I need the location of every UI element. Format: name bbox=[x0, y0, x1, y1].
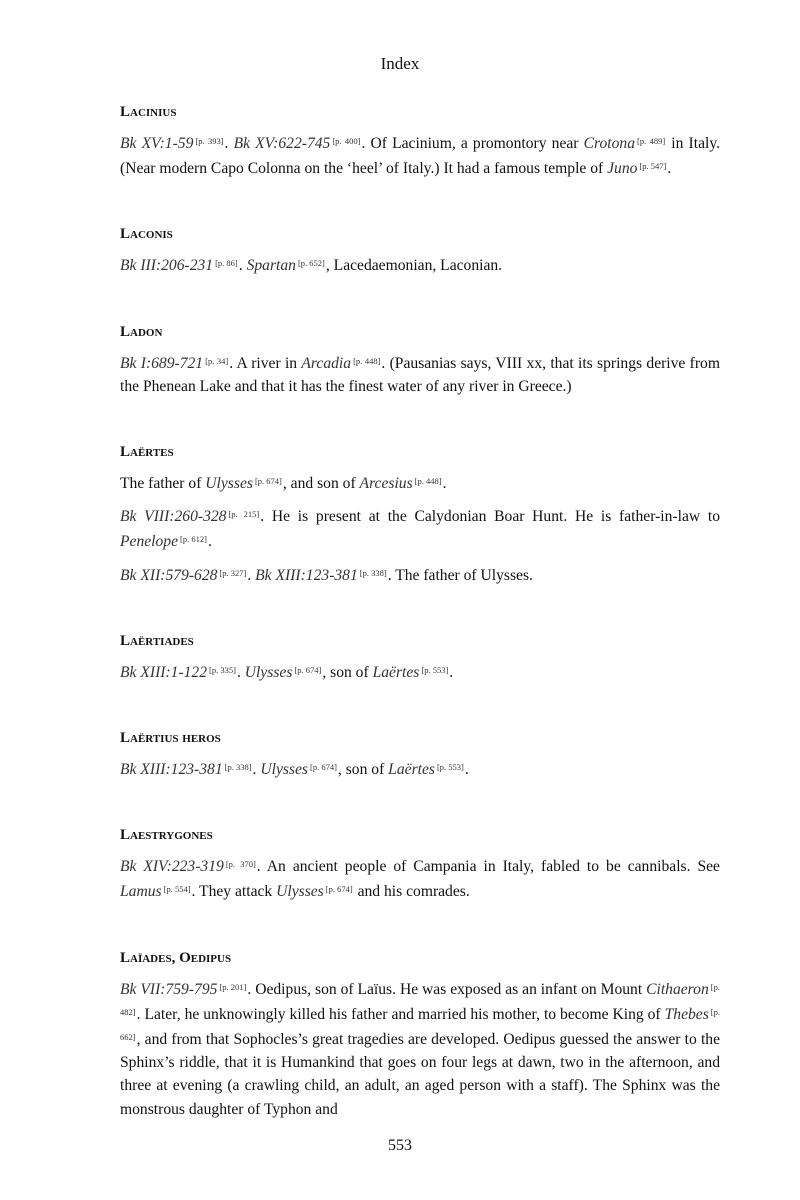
book-reference-link[interactable]: Laërtes bbox=[388, 761, 435, 779]
page-reference-link[interactable]: [p. 674] bbox=[294, 664, 322, 675]
page-reference-link[interactable]: [p. 370] bbox=[225, 859, 256, 870]
book-reference-link[interactable]: Ulysses bbox=[260, 761, 308, 779]
book-reference-link[interactable]: Thebes bbox=[664, 1005, 709, 1023]
page-reference-link[interactable]: [p. 327] bbox=[219, 567, 247, 578]
book-reference-link[interactable]: Bk XIII:123-381 bbox=[120, 761, 223, 779]
page-reference-link[interactable]: [p. 335] bbox=[209, 664, 236, 675]
book-reference-link[interactable]: Bk XV:622-745 bbox=[233, 135, 331, 152]
page-reference-link[interactable]: [p. 86] bbox=[215, 258, 238, 269]
body-text: , and son of bbox=[282, 475, 360, 493]
page-reference-link[interactable]: [p. 674] bbox=[325, 884, 353, 895]
body-text: . bbox=[252, 761, 261, 779]
page-reference-link[interactable]: [p. 482] bbox=[120, 981, 720, 1017]
entry-term: Laïades, Oedipus bbox=[120, 949, 232, 966]
page-reference-link[interactable]: [p. 662] bbox=[120, 1006, 720, 1043]
book-reference-link[interactable]: Lamus bbox=[120, 883, 162, 901]
entry-paragraph bbox=[120, 976, 720, 1121]
entry-paragraph bbox=[120, 252, 720, 277]
page-reference-link[interactable]: [p. 553] bbox=[421, 664, 449, 675]
page-reference-link[interactable]: [p. 215] bbox=[228, 509, 260, 520]
body-text: , and from that Sophocles’s great tragedies are developed. Oedipus guessed the answer to the Sphinx’s riddle, that it is Humankind that goes on four legs at dawn, two in the afternoon, and three at evening (a crawling child, an adult, an aged person with a staff). The Sphinx was the monstrous daughter of Typhon and bbox=[120, 1031, 720, 1118]
entry-term: Ladon bbox=[120, 323, 163, 340]
running-head: Index bbox=[380, 54, 420, 73]
page-reference-link[interactable]: [p. 652] bbox=[297, 258, 325, 269]
body-text: . Later, he unknowingly killed his father and married his mother, to become King of bbox=[136, 1005, 665, 1023]
body-text: . Of Lacinium, a promontory near bbox=[361, 135, 584, 152]
body-text: . bbox=[464, 761, 469, 779]
entry-term: Laërtius heros bbox=[120, 730, 221, 747]
page-reference-link[interactable]: [p. 612] bbox=[180, 534, 207, 545]
page-reference-link[interactable]: [p. 674] bbox=[254, 476, 282, 487]
body-text: . bbox=[224, 135, 234, 152]
body-text: . bbox=[247, 566, 256, 584]
book-reference-link[interactable]: Bk VII:759-795 bbox=[120, 980, 218, 998]
book-reference-link[interactable]: Bk III:206-231 bbox=[120, 257, 214, 275]
book-reference-link[interactable]: Ulysses bbox=[276, 883, 324, 901]
entry-paragraph bbox=[120, 470, 720, 495]
body-text: . bbox=[236, 663, 245, 681]
body-text: , son of bbox=[322, 663, 373, 681]
page-reference-link[interactable]: [p. 554] bbox=[163, 884, 191, 895]
book-reference-link[interactable]: Bk XIII:123-381 bbox=[255, 566, 358, 584]
page-reference-link[interactable]: [p. 674] bbox=[310, 762, 337, 773]
book-reference-link[interactable]: Ulysses bbox=[205, 475, 253, 493]
index-entry bbox=[120, 948, 720, 1121]
page-reference-link[interactable]: [p. 34] bbox=[205, 355, 229, 366]
page-reference-link[interactable]: [p. 489] bbox=[637, 136, 666, 146]
index-entry bbox=[120, 442, 720, 587]
entry-paragraph bbox=[120, 562, 720, 587]
body-text: . bbox=[442, 475, 447, 493]
page-reference-link[interactable]: [p. 448] bbox=[353, 355, 381, 366]
book-reference-link[interactable]: Juno bbox=[607, 160, 638, 178]
index-entry bbox=[120, 825, 720, 903]
body-text: . The father of Ulysses. bbox=[387, 566, 533, 584]
body-text: in Italy. (Near modern Capo Colonna on the ‘heel’ of Italy.) It had a famous temple of bbox=[120, 135, 721, 178]
index-entry bbox=[120, 224, 720, 277]
page-number: 553 bbox=[388, 1137, 412, 1154]
body-text: and his comrades. bbox=[353, 883, 470, 901]
page-reference-link[interactable]: [p. 338] bbox=[224, 762, 252, 773]
body-text: . bbox=[449, 663, 454, 681]
book-reference-link[interactable]: Bk VIII:260-328 bbox=[120, 508, 227, 526]
entry-term: Laërtes bbox=[120, 444, 174, 461]
book-reference-link[interactable]: Crotona bbox=[583, 135, 636, 152]
book-reference-link[interactable]: Bk XV:1-59 bbox=[120, 135, 194, 152]
index-entries bbox=[120, 102, 720, 1121]
body-text: . He is present at the Calydonian Boar Hunt. He is father-in-law to bbox=[260, 508, 720, 526]
page-reference-link[interactable]: [p. 338] bbox=[359, 567, 387, 578]
entry-term: Laërtiades bbox=[120, 632, 194, 649]
index-entry bbox=[120, 102, 720, 180]
entry-term: Lacinius bbox=[120, 104, 177, 120]
entry-paragraph bbox=[120, 756, 720, 781]
index-entry bbox=[120, 631, 720, 684]
body-text: . A river in bbox=[229, 354, 302, 372]
body-text: , Lacedaemonian, Laconian. bbox=[325, 257, 503, 275]
entry-paragraph bbox=[120, 350, 720, 398]
book-reference-link[interactable]: Bk XII:579-628 bbox=[120, 566, 218, 584]
body-text: . bbox=[667, 160, 672, 178]
book-reference-link[interactable]: Spartan bbox=[246, 257, 296, 275]
page-reference-link[interactable]: [p. 547] bbox=[639, 161, 667, 172]
index-entry bbox=[120, 728, 720, 781]
page-reference-link[interactable]: [p. 448] bbox=[414, 476, 442, 487]
body-text: . (Pausanias says, VIII xx, that its springs derive from the Phenean Lake and that it has the finest water of any river in Greece.) bbox=[120, 354, 720, 395]
book-reference-link[interactable]: Bk XIV:223-319 bbox=[120, 858, 224, 876]
body-text: . Oedipus, son of Laïus. He was exposed as an infant on Mount bbox=[247, 980, 647, 998]
body-text: , son of bbox=[337, 761, 389, 779]
body-text: . They attack bbox=[191, 883, 277, 901]
book-reference-link[interactable]: Bk I:689-721 bbox=[120, 354, 204, 372]
book-reference-link[interactable]: Penelope bbox=[120, 533, 179, 551]
index-entry bbox=[120, 322, 720, 398]
body-text: The father of bbox=[120, 475, 206, 493]
book-reference-link[interactable]: Bk XIII:1-122 bbox=[120, 663, 208, 681]
entry-paragraph bbox=[120, 503, 720, 553]
book-reference-link[interactable]: Ulysses bbox=[244, 663, 293, 681]
entry-term: Laestrygones bbox=[120, 827, 213, 844]
body-text: . An ancient people of Campania in Italy, fabled to be cannibals. See bbox=[256, 858, 720, 876]
page-reference-link[interactable]: [p. 400] bbox=[332, 136, 361, 146]
entry-paragraph bbox=[120, 659, 720, 684]
page-reference-link[interactable]: [p. 553] bbox=[436, 762, 464, 773]
body-text: . bbox=[238, 257, 247, 275]
body-text: . bbox=[207, 533, 212, 551]
book-reference-link[interactable]: Cithaeron bbox=[646, 980, 709, 998]
entry-term: Laconis bbox=[120, 226, 173, 243]
book-reference-link[interactable]: Laërtes bbox=[372, 663, 420, 681]
entry-paragraph bbox=[120, 130, 720, 180]
page-reference-link[interactable]: [p. 201] bbox=[219, 981, 247, 992]
book-reference-link[interactable]: Arcadia bbox=[301, 354, 352, 372]
page-reference-link[interactable]: [p. 393] bbox=[195, 136, 224, 146]
entry-paragraph bbox=[120, 853, 720, 903]
book-reference-link[interactable]: Arcesius bbox=[359, 475, 413, 493]
